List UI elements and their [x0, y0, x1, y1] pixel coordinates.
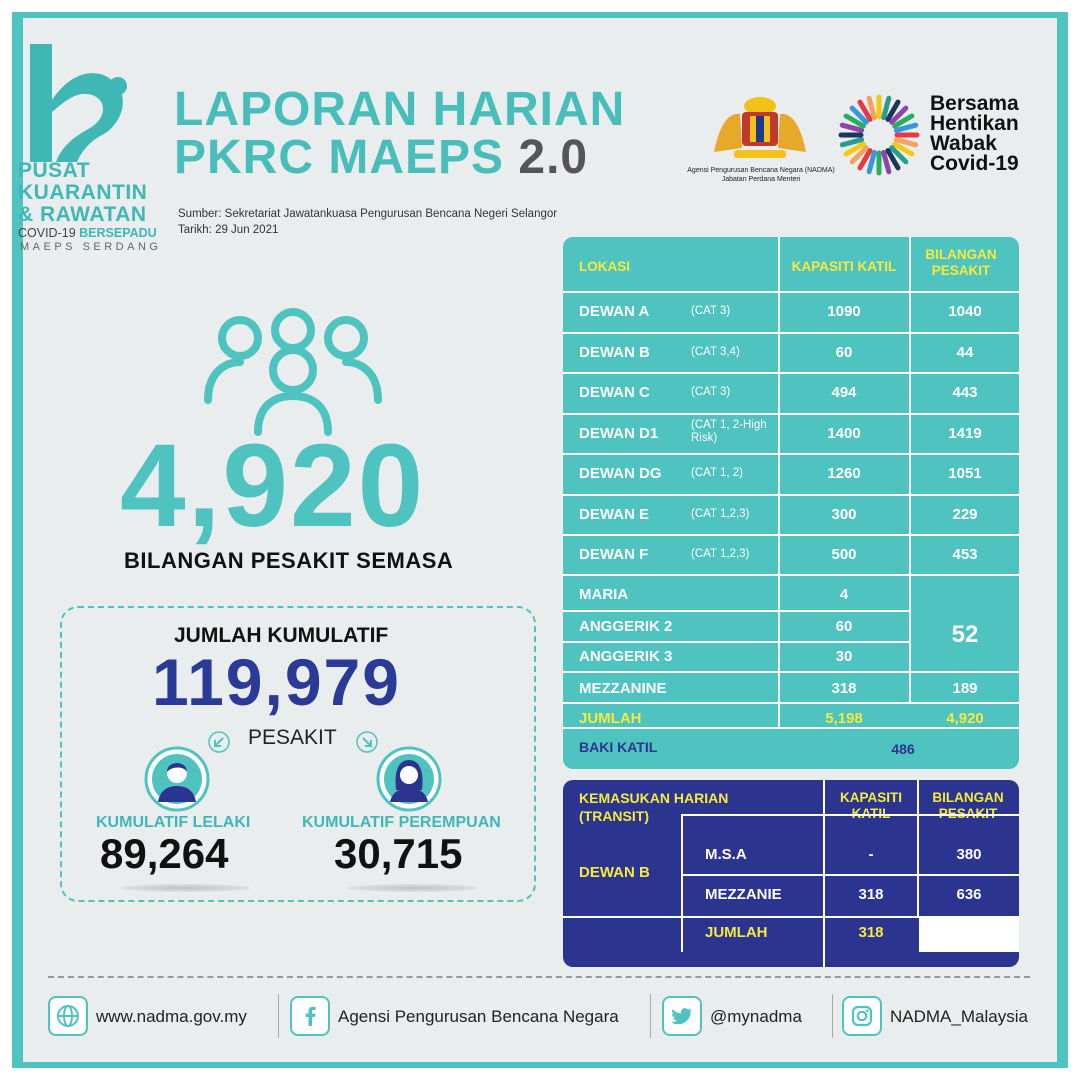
- row-divider: [563, 727, 1019, 729]
- row-divider: [563, 332, 1019, 334]
- footer-separator: [832, 994, 833, 1038]
- row-divider: [681, 874, 1019, 876]
- msa-name: M.S.A: [705, 846, 747, 863]
- group-row-name: ANGGERIK 2: [579, 618, 673, 635]
- row-divider: [563, 494, 1019, 496]
- location-name: DEWAN E: [579, 505, 650, 523]
- footer-separator: [650, 994, 651, 1038]
- location-kapasiti: 494: [831, 384, 857, 401]
- row-divider: [563, 574, 1019, 576]
- people-group-icon: [200, 308, 386, 436]
- header-transit: (TRANSIT): [579, 808, 649, 824]
- campaign-line-3: Wabak: [930, 132, 997, 155]
- female-avatar-icon: [376, 746, 442, 812]
- location-category: (CAT 1, 2-High Risk): [691, 418, 767, 444]
- jumlah-bilangan: 4,920: [946, 710, 984, 727]
- header-kapasiti: KAPASITI KATIL: [791, 259, 897, 274]
- msa-kapasiti: -: [868, 846, 874, 863]
- transit-table: [563, 780, 1019, 967]
- transit-jumlah-bilangan: [919, 917, 1019, 952]
- location-category: (CAT 3): [691, 386, 731, 398]
- location-category: (CAT 1, 2): [691, 467, 743, 479]
- group-row-name: MARIA: [579, 586, 629, 603]
- title-version: 2.0: [518, 131, 589, 184]
- website-link[interactable]: www.nadma.gov.my: [96, 1007, 247, 1026]
- location-category: (CAT 1,2,3): [691, 548, 750, 560]
- nadma-line-2: Jabatan Perdana Menteri: [721, 176, 801, 183]
- campaign-line-1: Bersama: [930, 92, 1019, 115]
- date-text: Tarikh: 29 Jun 2021: [178, 224, 279, 236]
- location-kapasiti: 1090: [827, 303, 861, 320]
- jumlah-kapasiti: 5,198: [825, 710, 863, 727]
- location-bilangan: 453: [952, 546, 978, 563]
- location-bilangan: 1419: [948, 424, 982, 442]
- footer-separator: [278, 994, 279, 1038]
- logo-subtitle-prefix: COVID-19: [18, 226, 80, 240]
- nadma-caption: [676, 166, 846, 184]
- nadma-line-1: Agensi Pengurusan Bencana Negara (NADMA): [687, 167, 835, 174]
- title-line-2: [174, 131, 625, 184]
- jumlah-label: JUMLAH: [579, 710, 642, 727]
- location-kapasiti: 500: [831, 546, 857, 563]
- campaign-line-2: Hentikan: [930, 112, 1019, 135]
- cumulative-unit: PESAKIT: [248, 726, 337, 749]
- footer-divider: [48, 976, 1030, 978]
- facebook-link[interactable]: Agensi Pengurusan Bencana Negara: [338, 1007, 619, 1026]
- header-lokasi: LOKASI: [579, 259, 631, 274]
- facebook-icon[interactable]: [290, 996, 330, 1036]
- group-row-name: ANGGERIK 3: [579, 648, 673, 665]
- location-name: DEWAN C: [579, 384, 650, 401]
- location-name: DEWAN D1: [579, 424, 659, 442]
- row-divider: [563, 372, 1019, 374]
- male-cumulative-value: 89,264: [100, 830, 229, 877]
- instagram-icon[interactable]: [842, 996, 882, 1036]
- group-bilangan: 52: [951, 621, 979, 648]
- cumulative-title: JUMLAH KUMULATIF: [174, 624, 389, 647]
- female-value-shadow: [348, 884, 478, 892]
- mezzanie-bilangan: 636: [956, 886, 982, 903]
- row-divider: [563, 610, 910, 612]
- logo-subtitle-bold: BERSEPADU: [79, 226, 157, 240]
- logo-line-2: KUARANTIN: [18, 181, 148, 204]
- male-cumulative-label: KUMULATIF LELAKI: [96, 814, 251, 831]
- group-row-kapasiti: 4: [839, 586, 849, 603]
- mezzanine-kapasiti: 318: [831, 680, 857, 697]
- location-name: DEWAN B: [579, 343, 650, 361]
- row-divider: [681, 814, 1019, 816]
- location-kapasiti: 1400: [827, 424, 861, 442]
- msa-bilangan: 380: [956, 846, 982, 863]
- row-divider: [563, 702, 1019, 704]
- location-category: (CAT 3): [691, 305, 731, 317]
- page-title: [174, 83, 626, 184]
- globe-icon[interactable]: [48, 996, 88, 1036]
- location-bilangan: 44: [956, 343, 974, 361]
- current-patients-value: 4,920: [120, 420, 426, 552]
- location-category: (CAT 1,2,3): [691, 507, 750, 520]
- group-row-kapasiti: 60: [835, 618, 853, 635]
- col-divider-5: [681, 814, 683, 952]
- row-divider: [563, 534, 1019, 536]
- mezzanine-bilangan: 189: [952, 680, 978, 697]
- baki-label: BAKI KATIL: [579, 739, 658, 755]
- header-kapasiti-2: KAPASITI: [839, 790, 902, 805]
- campaign-burst-icon: [836, 92, 922, 178]
- coat-of-arms-icon: [708, 92, 812, 164]
- location-bilangan: 443: [952, 384, 978, 401]
- transit-jumlah-kapasiti: 318: [858, 924, 884, 941]
- source-text: Sumber: Sekretariat Jawatankuasa Pengurusan Bencana Negeri Selangor: [178, 208, 558, 220]
- arrow-down-right-icon: [356, 731, 378, 753]
- location-category: (CAT 3,4): [691, 345, 740, 358]
- mezzanine-name: MEZZANINE: [579, 680, 667, 697]
- row-divider: [563, 453, 1019, 455]
- row-divider: [563, 413, 1019, 415]
- location-kapasiti: 60: [835, 343, 853, 361]
- campaign-slogan: [930, 94, 1019, 174]
- transit-jumlah-label: JUMLAH: [705, 924, 768, 941]
- male-value-shadow: [120, 884, 250, 892]
- dewan-b-label: DEWAN B: [579, 864, 650, 881]
- logo-subtitle: [18, 226, 157, 240]
- header-bilangan-2: BILANGAN: [932, 790, 1004, 805]
- location-name: DEWAN F: [579, 546, 649, 563]
- mezzanie-name: MEZZANIE: [705, 886, 782, 903]
- female-cumulative-value: 30,715: [334, 830, 463, 877]
- male-avatar-icon: [144, 746, 210, 812]
- location-bilangan: 1040: [948, 303, 982, 320]
- location-name: DEWAN A: [579, 303, 650, 320]
- location-bilangan: 229: [952, 505, 978, 523]
- logo-line-3: & RAWATAN: [18, 203, 147, 226]
- cumulative-value: 119,979: [152, 645, 401, 719]
- location-kapasiti: 1260: [827, 465, 861, 482]
- row-divider: [563, 641, 910, 643]
- source-block: [178, 206, 557, 238]
- baki-value: 486: [891, 741, 915, 757]
- arrow-down-left-icon: [208, 731, 230, 753]
- header-bilangan: BILANGAN PESAKIT: [925, 247, 997, 278]
- title-line-2-text: PKRC MAEPS: [174, 131, 505, 184]
- row-divider: [563, 671, 1019, 673]
- title-line-1: LAPORAN HARIAN: [174, 83, 626, 136]
- mezzanie-kapasiti: 318: [858, 886, 884, 903]
- pkrc-logo-icon: [22, 40, 142, 170]
- location-bilangan: 1051: [948, 465, 982, 482]
- location-table: [563, 237, 1019, 769]
- header-kemasukan: KEMASUKAN HARIAN: [579, 790, 729, 806]
- logo-line-1: PUSAT: [18, 159, 91, 182]
- row-divider: [563, 291, 1019, 293]
- location-name: DEWAN DG: [579, 465, 662, 482]
- group-row-kapasiti: 30: [835, 648, 853, 665]
- location-kapasiti: 300: [831, 505, 857, 523]
- logo-location: MAEPS SERDANG: [20, 241, 162, 253]
- campaign-line-4: Covid-19: [930, 152, 1019, 175]
- current-patients-caption: BILANGAN PESAKIT SEMASA: [124, 548, 454, 573]
- female-cumulative-label: KUMULATIF PEREMPUAN: [302, 814, 501, 831]
- twitter-link[interactable]: @mynadma: [710, 1007, 802, 1026]
- twitter-icon[interactable]: [662, 996, 702, 1036]
- instagram-link[interactable]: NADMA_Malaysia: [890, 1007, 1028, 1026]
